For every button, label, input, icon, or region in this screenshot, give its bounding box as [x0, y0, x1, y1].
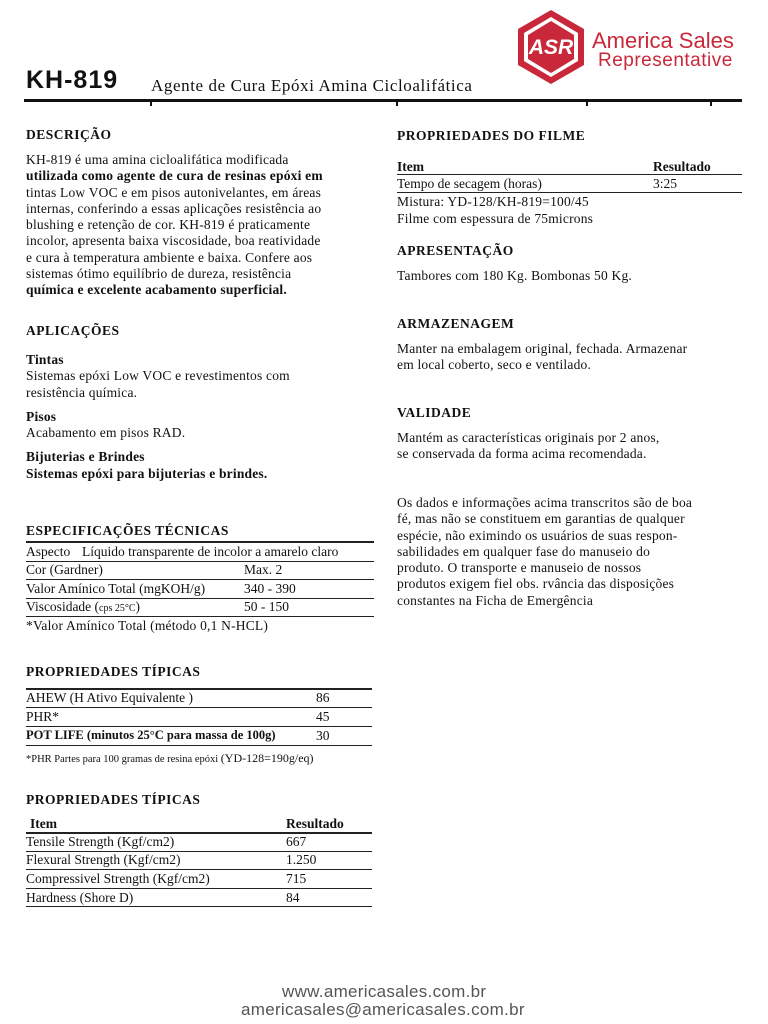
disclaimer-line: produtos exigem fiel obs. rvância das disposições — [397, 576, 675, 592]
propriedades-tipicas-2-heading: PROPRIEDADES TÍPICAS — [26, 792, 201, 807]
table-rule — [26, 745, 372, 746]
descricao-heading: DESCRIÇÃO — [26, 127, 112, 142]
disclaimer-line: sabilidades em qualquer fase do manuseio do — [397, 543, 651, 559]
spec-row — [26, 581, 374, 599]
product-subtitle: Agente de Cura Epóxi Amina Cicloalifática — [151, 76, 473, 95]
descricao-body — [26, 152, 376, 299]
col-item-header: Item — [30, 816, 57, 831]
table-rule — [26, 888, 372, 889]
disclaimer-line: espécie, não eximindo os usuários de suas respon- — [397, 527, 678, 543]
aplicacoes-heading: APLICAÇÕES — [26, 323, 120, 338]
spec-label: Viscosidade (cps 25°C) — [26, 599, 141, 614]
apresentacao-heading: APRESENTAÇÃO — [397, 243, 514, 258]
spec-row — [26, 562, 374, 580]
table-rule — [26, 541, 374, 543]
prop2-row — [26, 852, 372, 870]
product-code: KH-819 — [26, 66, 119, 94]
validade-text — [397, 430, 659, 463]
validade-line: Mantém as características originais por 2 anos, — [397, 430, 660, 445]
filme-espessura: Filme com espessura de 75microns — [397, 211, 594, 226]
bijuterias-title: Bijuterias e Brindes — [26, 449, 145, 465]
descricao-line: utilizada como agente de cura de resinas epóxi em — [26, 168, 323, 184]
prop2-label: Flexural Strength (Kgf/cm2) — [26, 852, 181, 867]
prop-label: AHEW (H Ativo Equivalente ) — [26, 690, 193, 705]
table-rule — [26, 616, 374, 617]
spec-note: *Valor Amínico Total (método 0,1 N-HCL) — [26, 618, 269, 633]
col-result-header: Resultado — [653, 159, 711, 174]
spec-label: Cor (Gardner) — [26, 562, 103, 577]
spec-label: Valor Amínico Total (mgKOH/g) — [26, 581, 206, 596]
prop2-row — [26, 871, 372, 889]
prop2-value: 667 — [286, 834, 307, 849]
spec-value: 50 - 150 — [244, 599, 289, 614]
table-rule — [397, 192, 742, 193]
filme-value: 3:25 — [653, 176, 678, 191]
prop-label: PHR* — [26, 709, 60, 724]
spec-value: Max. 2 — [244, 562, 283, 577]
armazenagem-heading: ARMAZENAGEM — [397, 316, 515, 331]
descricao-line: blushing e retenção de cor. KH-819 é praticamente — [26, 217, 311, 233]
brand-tagline: Representative — [598, 50, 733, 71]
disclaimer-line: produto. O transporte e manuseio de nossos — [397, 560, 642, 576]
descricao-line: KH-819 é uma amina cicloalifática modificada — [26, 152, 289, 167]
prop2-label: Hardness (Shore D) — [26, 890, 134, 905]
armazenagem-line: em local coberto, seco e ventilado. — [397, 357, 592, 373]
prop-row — [26, 709, 372, 727]
apresentacao-text: Tambores com 180 Kg. Bombonas 50 Kg. — [397, 268, 632, 283]
table-rule — [26, 869, 372, 870]
footer-website-link[interactable]: www.americasales.com.br — [282, 982, 487, 1001]
descricao-line: internas, conferindo a essas aplicações resistência ao — [26, 200, 322, 216]
propriedades-filme-heading: PROPRIEDADES DO FILME — [397, 128, 586, 143]
armazenagem-text — [397, 341, 687, 374]
table-rule — [26, 726, 372, 727]
descricao-line: tintas Low VOC e em pisos autonivelantes, em áreas — [26, 184, 322, 200]
table-rule — [26, 707, 372, 708]
filme-label: Tempo de secagem (horas) — [397, 176, 542, 191]
prop2-value: 84 — [286, 890, 300, 905]
spec-row — [26, 599, 374, 617]
disclaimer-line: fé, mas não se constituem em garantias de qualquer — [397, 511, 685, 527]
disclaimer-line: Os dados e informações acima transcritos são de boa — [397, 495, 693, 510]
prop-row — [26, 690, 372, 708]
filme-mistura: Mistura: YD-128/KH-819=100/45 — [397, 194, 589, 209]
spec-row — [26, 544, 374, 562]
header-rule-ticks — [24, 102, 742, 106]
spec-value: Líquido transparente de incolor a amarelo claro — [82, 544, 339, 559]
spec-value: 340 - 390 — [244, 581, 296, 596]
logo-text: ASR — [528, 36, 574, 59]
disclaimer — [397, 495, 692, 609]
prop2-row — [26, 834, 372, 852]
prop-value: 45 — [316, 709, 330, 724]
prop2-value: 1.250 — [286, 852, 317, 867]
validade-line: se conservada da forma acima recomendada. — [397, 446, 647, 462]
validade-heading: VALIDADE — [397, 405, 472, 420]
prop-label: POT LIFE (minutos 25°C para massa de 100g) — [26, 728, 276, 742]
table-rule — [397, 174, 742, 175]
col-item-header: Item — [397, 159, 424, 174]
tintas-line: resistência química. — [26, 384, 138, 400]
company-logo — [512, 8, 590, 86]
spec-label: Aspecto — [26, 544, 71, 559]
pisos-line: Acabamento em pisos RAD. — [26, 425, 186, 441]
disclaimer-line: constantes na Ficha de Emergência — [397, 592, 594, 608]
especificacoes-heading: ESPECIFICAÇÕES TÉCNICAS — [26, 523, 229, 538]
prop-row — [26, 728, 372, 746]
tintas-line: Sistemas epóxi Low VOC e revestimentos com — [26, 368, 290, 384]
aplicacoes-body — [26, 352, 376, 482]
descricao-line: incolor, apresenta baixa viscosidade, boa reatividade — [26, 233, 321, 249]
prop2-label: Tensile Strength (Kgf/cm2) — [26, 834, 175, 849]
tintas-title: Tintas — [26, 352, 64, 367]
prop2-label: Compressivel Strength (Kgf/cm2) — [26, 871, 210, 886]
armazenagem-line: Manter na embalagem original, fechada. Armazenar — [397, 341, 688, 356]
pisos-title: Pisos — [26, 408, 57, 424]
descricao-line: química e excelente acabamento superficial. — [26, 282, 287, 298]
brand-name: America Sales — [592, 28, 734, 53]
table-rule — [26, 906, 372, 907]
prop2-value: 715 — [286, 871, 307, 886]
bijuterias-line: Sistemas epóxi para bijuterias e brindes. — [26, 465, 268, 481]
descricao-line: e cura à temperatura ambiente e baixa. Confere aos — [26, 249, 313, 265]
table-rule — [26, 579, 374, 580]
footer-email-link[interactable]: americasales@americasales.com.br — [241, 1000, 525, 1019]
phr-note: *PHR Partes para 100 gramas de resina epóxi (YD-128=190g/eq) — [26, 751, 314, 765]
propriedades-tipicas-heading: PROPRIEDADES TÍPICAS — [26, 664, 201, 679]
prop-value: 30 — [316, 728, 330, 743]
col-result-header: Resultado — [286, 816, 344, 831]
descricao-line: sistemas ótimo equilíbrio de dureza, resistência — [26, 266, 292, 282]
prop-value: 86 — [316, 690, 330, 705]
